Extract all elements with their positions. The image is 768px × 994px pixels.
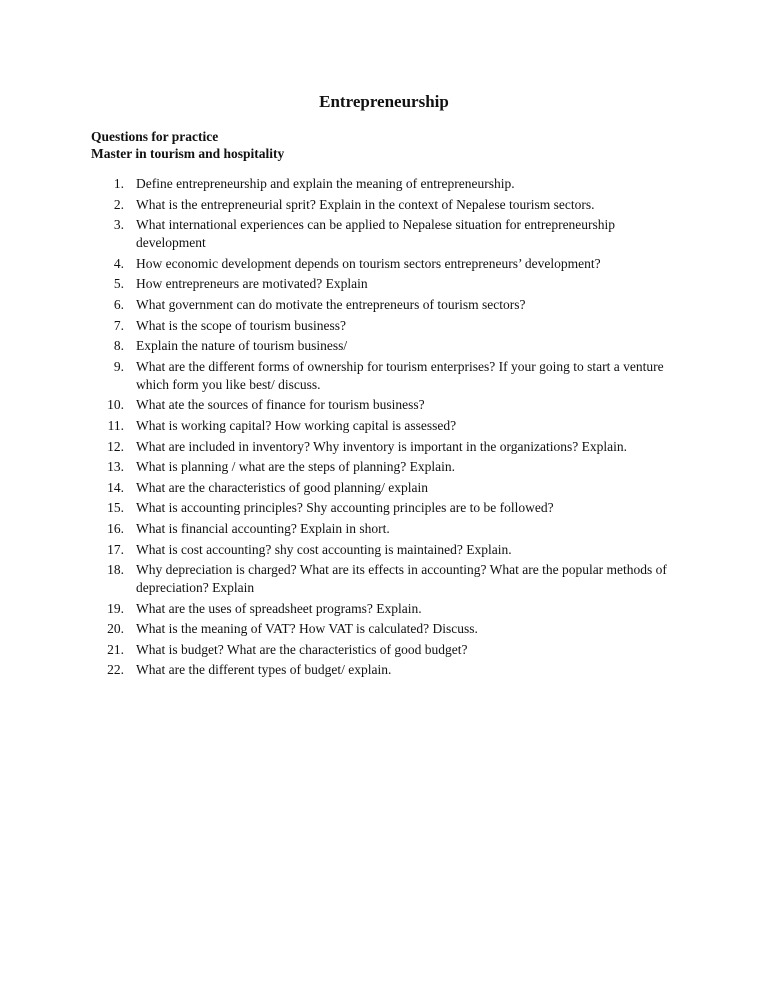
question-item — [0, 216, 768, 252]
question-item — [0, 358, 768, 394]
question-list — [0, 175, 768, 682]
question-number: 1. — [113, 176, 124, 191]
question-text: What is budget? What are the characteristics of good budget? — [136, 641, 468, 657]
question-number: 12. — [107, 438, 124, 454]
question-number: 21. — [107, 641, 124, 657]
question-text: What government can do motivate the entrepreneurs of tourism sectors? — [136, 296, 526, 312]
question-text: What are the different forms of ownership for tourism enterprises? If your going to start a venture which form you like best/ discuss. — [136, 358, 664, 392]
question-number: 6. — [113, 296, 124, 312]
question-item — [0, 438, 768, 456]
question-item — [0, 317, 768, 335]
question-item — [0, 661, 768, 679]
subtitle-questions: Questions for practice — [91, 129, 219, 144]
question-text: Why depreciation is charged? What are its effects in accounting? What are the popular methods of depreciation? Explain — [136, 562, 667, 596]
question-text: What are the characteristics of good planning/ explain — [136, 479, 429, 495]
question-text: What ate the sources of finance for tourism business? — [136, 397, 425, 413]
question-number: 18. — [107, 562, 124, 578]
question-number: 2. — [113, 196, 124, 212]
question-text: What is the entrepreneurial sprit? Explain in the context of Nepalese tourism sectors. — [136, 196, 595, 212]
question-item — [0, 255, 768, 273]
question-item — [0, 337, 768, 355]
question-text: What is the meaning of VAT? How VAT is calculated? Discuss. — [136, 621, 478, 637]
question-number: 8. — [113, 338, 124, 354]
question-text: What is accounting principles? Shy accounting principles are to be followed? — [136, 500, 554, 516]
question-item — [0, 275, 768, 293]
question-number: 14. — [107, 479, 124, 495]
question-text: What is planning / what are the steps of planning? Explain. — [136, 459, 456, 475]
question-text: How economic development depends on tourism sectors entrepreneurs’ development? — [136, 255, 601, 271]
question-number: 15. — [107, 500, 124, 516]
question-item — [0, 620, 768, 638]
question-item — [0, 600, 768, 618]
question-text: Explain the nature of tourism business/ — [136, 338, 348, 354]
question-number: 3. — [113, 217, 124, 233]
question-text: What is working capital? How working capital is assessed? — [136, 417, 457, 433]
question-text: What international experiences can be applied to Nepalese situation for entrepreneurship development — [136, 217, 616, 251]
question-number: 20. — [107, 621, 124, 637]
question-text: What is financial accounting? Explain in short. — [136, 520, 390, 536]
question-item — [0, 296, 768, 314]
question-number: 17. — [107, 541, 124, 557]
question-text: What is cost accounting? shy cost accounting is maintained? Explain. — [136, 541, 512, 557]
question-text: What are included in inventory? Why inventory is important in the organizations? Explain. — [136, 438, 627, 454]
question-item — [0, 561, 768, 597]
question-text: Define entrepreneurship and explain the meaning of entrepreneurship. — [136, 176, 515, 191]
question-item — [0, 417, 768, 435]
question-text: What is the scope of tourism business? — [136, 317, 346, 333]
question-number: 19. — [107, 600, 124, 616]
question-item — [0, 396, 768, 414]
question-item — [0, 479, 768, 497]
question-item — [0, 641, 768, 659]
question-number: 22. — [107, 662, 124, 678]
question-number: 10. — [107, 397, 124, 413]
document-title: Entrepreneurship — [319, 92, 449, 111]
question-number: 11. — [107, 417, 124, 433]
question-number: 9. — [113, 358, 124, 374]
question-item — [0, 196, 768, 214]
question-number: 16. — [107, 520, 124, 536]
question-item — [0, 458, 768, 476]
question-number: 5. — [113, 276, 124, 292]
question-number: 7. — [113, 317, 124, 333]
question-text: What are the uses of spreadsheet programs? Explain. — [136, 600, 422, 616]
question-text: What are the different types of budget/ explain. — [136, 662, 392, 678]
question-item — [0, 175, 768, 193]
question-item — [0, 541, 768, 559]
question-number: 13. — [107, 459, 124, 475]
question-item — [0, 499, 768, 517]
question-item — [0, 520, 768, 538]
question-text: How entrepreneurs are motivated? Explain — [136, 276, 368, 292]
question-number: 4. — [113, 255, 124, 271]
subtitle-program: Master in tourism and hospitality — [91, 146, 285, 161]
